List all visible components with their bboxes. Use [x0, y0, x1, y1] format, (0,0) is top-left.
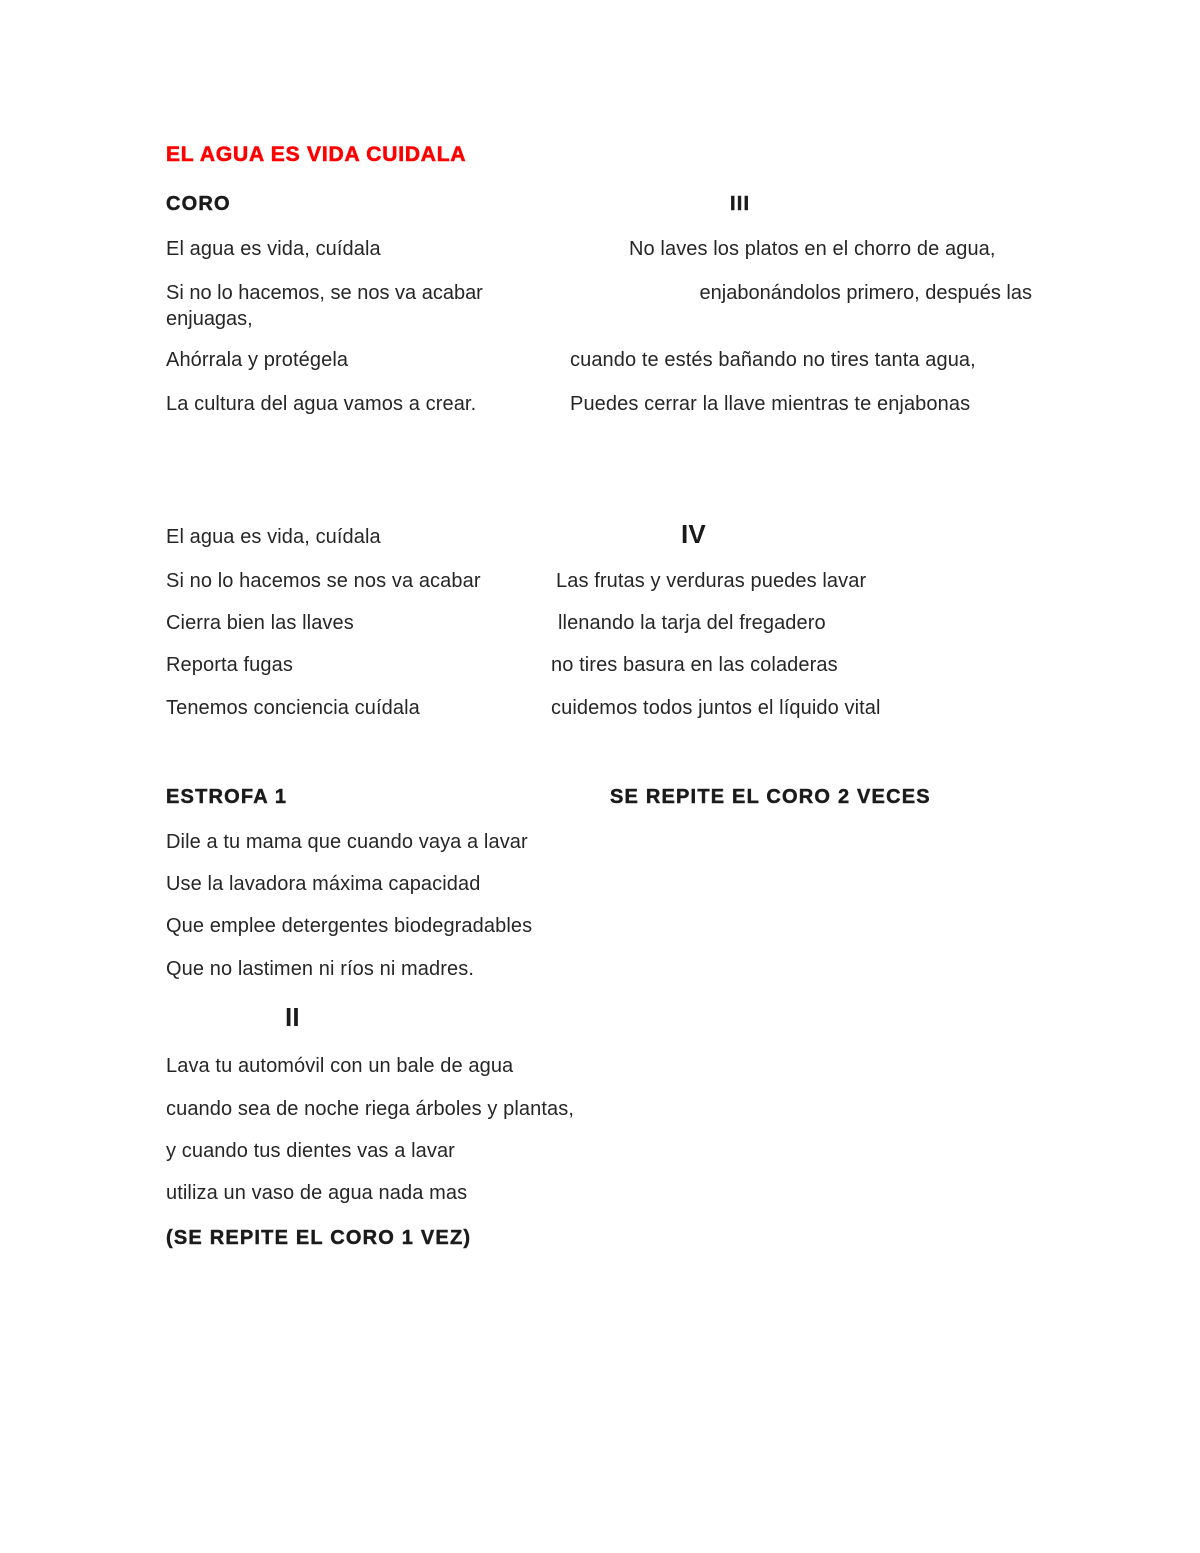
verse-4-line-3: no tires basura en las coladeras [551, 654, 838, 676]
verse-4-line-1: Las frutas y verduras puedes lavar [556, 570, 867, 592]
estrofa-1-line-2: Use la lavadora máxima capacidad [166, 873, 481, 895]
document-title: EL AGUA ES VIDA CUIDALA [166, 143, 467, 166]
justified-row [166, 280, 1032, 306]
verse-2-heading: II [285, 1002, 300, 1032]
coro2-line-4: Reporta fugas [166, 654, 293, 676]
coro-line-1: El agua es vida, cuídala [166, 238, 381, 260]
verse-3-line-1: No laves los platos en el chorro de agua, [629, 238, 996, 260]
verse-4-heading: IV [681, 519, 706, 549]
verse-3-line-5: Puedes cerrar la llave mientras te enjabonas [570, 393, 971, 415]
coro-line-4: La cultura del agua vamos a crear. [166, 393, 477, 415]
verse-4-line-2: llenando la tarja del fregadero [558, 612, 826, 634]
repeat-once-note: (SE REPITE EL CORO 1 VEZ) [166, 1227, 472, 1249]
verse-4-line-4: cuidemos todos juntos el líquido vital [551, 697, 881, 719]
verse-3-line-4: cuando te estés bañando no tires tanta agua, [570, 349, 976, 371]
coro2-line-2: Si no lo hacemos se nos va acabar [166, 570, 481, 592]
repeat-twice-note: SE REPITE EL CORO 2 VECES [610, 786, 931, 808]
estrofa-1-line-4: Que no lastimen ni ríos ni madres. [166, 958, 474, 980]
verse-2-line-1: Lava tu automóvil con un bale de agua [166, 1055, 514, 1077]
justified-paragraph [166, 280, 1032, 332]
verse-2-line-2: cuando sea de noche riega árboles y plantas, [166, 1098, 575, 1120]
coro2-line-1: El agua es vida, cuídala [166, 526, 381, 548]
coro-heading: CORO [166, 193, 231, 215]
coro2-line-3: Cierra bien las llaves [166, 612, 354, 634]
verse-3-line-2: enjabonándolos primero, después las [699, 282, 1032, 304]
verse-2-line-3: y cuando tus dientes vas a lavar [166, 1140, 455, 1162]
verse-3-line-3: enjuagas, [166, 308, 253, 330]
verse-3-heading: III [730, 193, 751, 215]
estrofa-1-line-1: Dile a tu mama que cuando vaya a lavar [166, 831, 528, 853]
coro2-line-5: Tenemos conciencia cuídala [166, 697, 420, 719]
estrofa-1-line-3: Que emplee detergentes biodegradables [166, 915, 533, 937]
estrofa-1-heading: ESTROFA 1 [166, 786, 288, 808]
verse-2-line-4: utiliza un vaso de agua nada mas [166, 1182, 468, 1204]
coro-line-2: Si no lo hacemos, se nos va acabar [166, 282, 483, 304]
coro-line-3: Ahórrala y protégela [166, 349, 349, 371]
